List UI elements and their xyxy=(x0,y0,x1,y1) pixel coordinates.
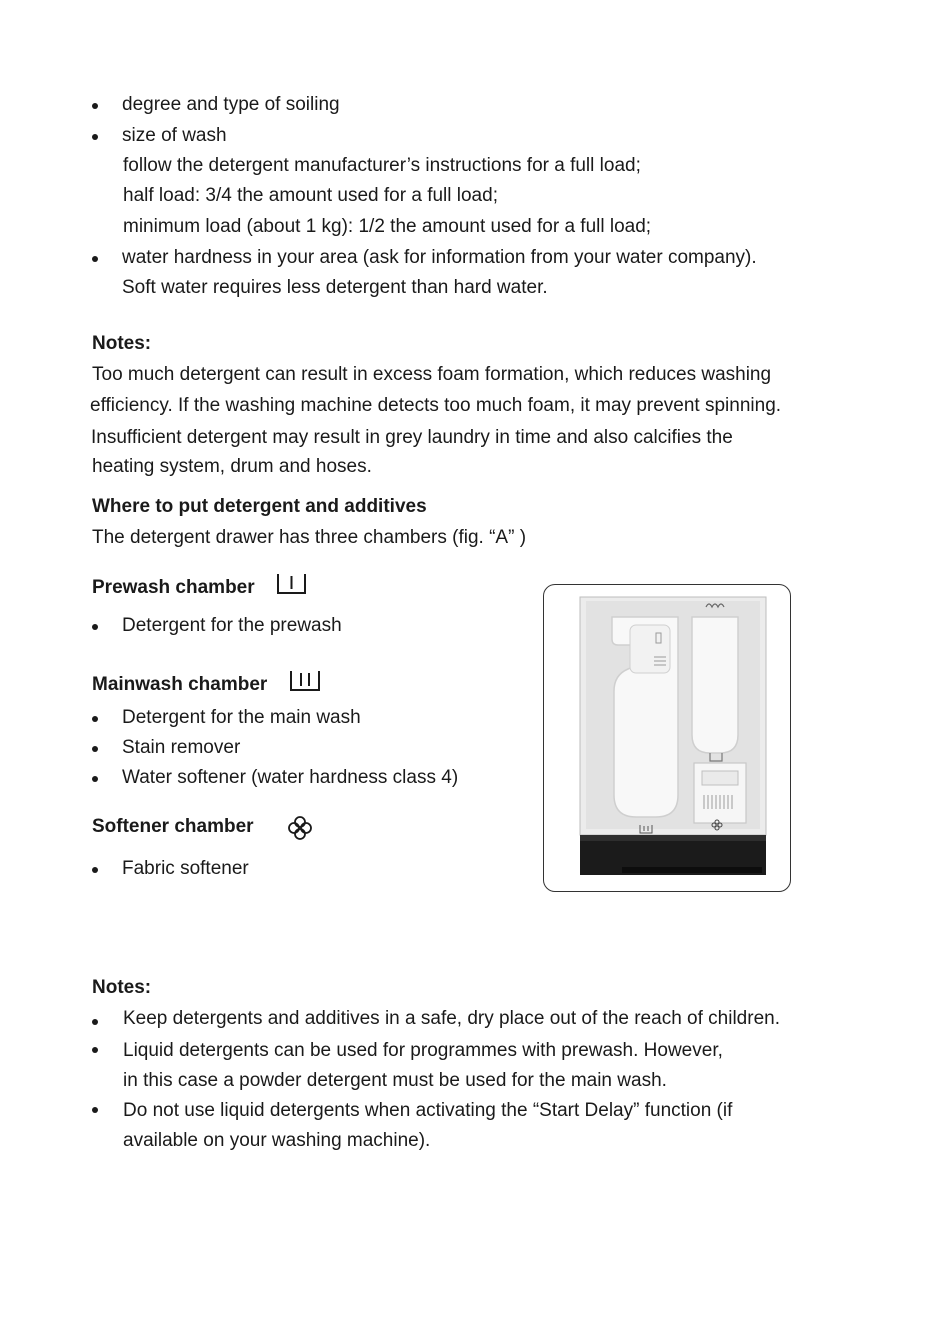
list-item: Detergent for the main wash xyxy=(122,707,361,728)
bullet-dot xyxy=(92,1107,98,1113)
list-item-continuation: Soft water requires less detergent than hard water. xyxy=(122,277,548,298)
list-item: water hardness in your area (ask for information from your water company). xyxy=(122,247,757,268)
bullet-dot xyxy=(92,256,98,262)
list-subitem: minimum load (about 1 kg): 1/2 the amount used for a full load; xyxy=(123,216,652,237)
notes-paragraph-line: efficiency. If the washing machine detects too much foam, it may prevent spinning. xyxy=(90,395,782,416)
bullet-dot xyxy=(92,776,98,782)
bullet-dot xyxy=(92,746,98,752)
list-item: Stain remover xyxy=(122,737,241,758)
mainwash-heading: Mainwash chamber xyxy=(92,674,268,695)
prewash-heading: Prewash chamber xyxy=(92,577,255,598)
detergent-drawer-illustration xyxy=(578,595,768,880)
list-item-continuation: available on your washing machine). xyxy=(123,1130,431,1151)
bullet-dot xyxy=(92,134,98,140)
bullet-dot xyxy=(92,624,98,630)
list-item: Do not use liquid detergents when activating the “Start Delay” function (if xyxy=(123,1100,733,1121)
bullet-dot xyxy=(92,716,98,722)
list-item: Detergent for the prewash xyxy=(122,615,342,636)
bullet-dot xyxy=(92,103,98,109)
section-heading: Where to put detergent and additives xyxy=(92,496,427,517)
softener-flower-icon xyxy=(287,815,313,841)
notes-paragraph-line: Insufficient detergent may result in grey laundry in time and also calcifies the xyxy=(91,427,733,448)
list-subitem: follow the detergent manufacturer’s instructions for a full load; xyxy=(123,155,641,176)
notes-heading: Notes: xyxy=(92,977,152,998)
list-item-continuation: in this case a powder detergent must be used for the main wash. xyxy=(123,1070,667,1091)
softener-heading: Softener chamber xyxy=(92,816,254,837)
list-item: Fabric softener xyxy=(122,858,249,879)
list-item: Liquid detergents can be used for programmes with prewash. However, xyxy=(123,1040,723,1061)
prewash-chamber-icon xyxy=(276,572,308,596)
list-item: degree and type of soiling xyxy=(122,94,340,115)
mainwash-chamber-icon xyxy=(289,669,322,693)
bullet-dot xyxy=(92,1047,98,1053)
list-item: Keep detergents and additives in a safe, dry place out of the reach of children. xyxy=(123,1008,780,1029)
bullet-dot xyxy=(92,867,98,873)
notes-heading: Notes: xyxy=(92,333,152,354)
list-item: size of wash xyxy=(122,125,227,146)
list-subitem: half load: 3/4 the amount used for a full load; xyxy=(123,185,498,206)
notes-paragraph-line: heating system, drum and hoses. xyxy=(92,456,372,477)
notes-paragraph-line: Too much detergent can result in excess foam formation, which reduces washing xyxy=(92,364,772,385)
section-text: The detergent drawer has three chambers (fig. “A” ) xyxy=(92,527,527,548)
list-item: Water softener (water hardness class 4) xyxy=(122,767,459,788)
bullet-dot xyxy=(92,1019,98,1025)
